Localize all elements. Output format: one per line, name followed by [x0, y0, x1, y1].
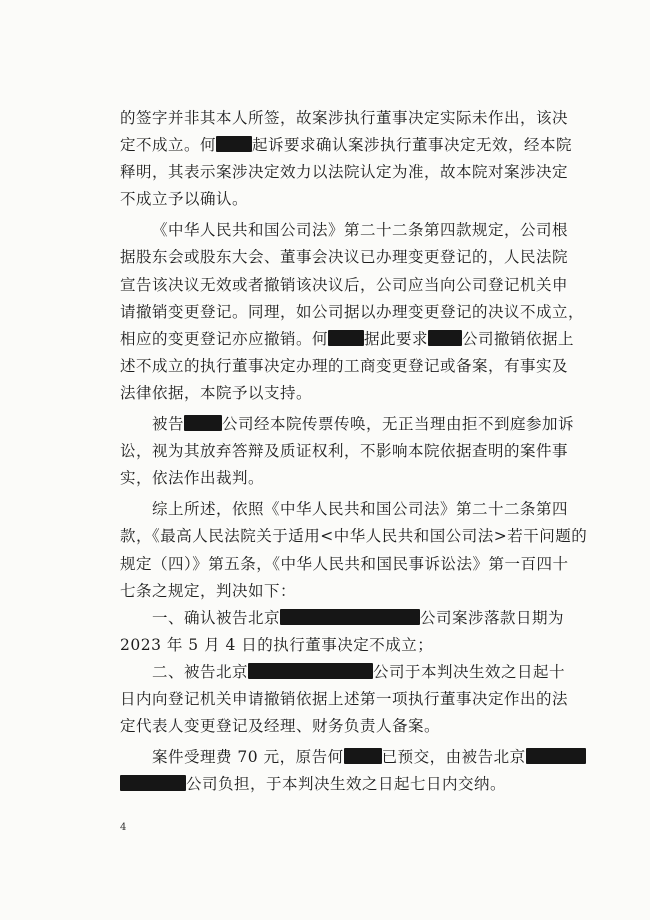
redaction-block [344, 748, 382, 764]
text-line: 公司负担，于本判决生效之日起七日内交纳。 [120, 771, 598, 798]
redaction-block [248, 663, 373, 679]
judgment-body [120, 105, 598, 798]
text-line: 述不成立的执行董事决定办理的工商变更登记或备案，有事实及 [120, 356, 569, 375]
paragraph-start: 综上所述，依照《中华人民共和国公司法》第二十二条第四 [152, 500, 569, 519]
text-line: 释明，其表示案涉决定效力以法院认定为准，故本院对案涉决定 [120, 163, 569, 182]
paragraph-start: 被告 公司经本院传票传唤，无正当理由拒不到庭参加诉 [152, 415, 575, 434]
text-line: 定不成立。何 起诉要求确认案涉执行董事决定无效，经本院 [120, 136, 573, 155]
judgment-item-1: 一、确认被告北京 公司案涉落款日期为 [152, 608, 565, 627]
text-line: 规定（四）》第五条，《中华人民共和国民事诉讼法》第一百四十 [120, 554, 569, 573]
redaction-block [280, 609, 420, 625]
text-line: 七条之规定，判决如下： [120, 581, 297, 600]
redaction-block [216, 136, 252, 152]
redaction-block [428, 330, 462, 346]
text-line: 宣告该决议无效或者撤销该决议后，公司应当向公司登记机关申 [120, 275, 569, 294]
paragraph-start: 《中华人民共和国公司法》第二十二条第四款规定，公司根 [152, 221, 569, 240]
redaction-block [184, 415, 222, 431]
text-line: 定代表人变更登记及经理、财务负责人备案。 [120, 717, 441, 736]
text-line: 实，依法作出裁判。 [120, 469, 265, 488]
text-line: 讼，视为其放弃答辩及质证权利，不影响本院依据查明的案件事 [120, 442, 569, 461]
text-line: 据股东会或股东大会、董事会决议已办理变更登记的，人民法院 [120, 248, 569, 267]
text-line: 日内向登记机关申请撤销依据上述第一项执行董事决定作出的法 [120, 689, 569, 708]
judgment-item-2: 二、被告北京 公司于本判决生效之日起十 [152, 662, 566, 681]
redaction-block [526, 748, 586, 764]
text-line: 法律依据，本院予以支持。 [120, 383, 313, 402]
page-number: 4 [120, 822, 127, 833]
text-line: 2023 年 5 月 4 日的执行董事决定不成立； [120, 635, 434, 654]
text-line: 相应的变更登记亦应撤销。何 据此要求 公司撤销依据上 [120, 329, 575, 348]
redaction-block [120, 775, 186, 791]
text-line: 不成立予以确认。 [120, 190, 249, 209]
text-line: 的签字并非其本人所签，故案涉执行董事决定实际未作出，该决 [120, 109, 569, 127]
court-fee-paragraph: 案件受理费 70 元，原告何 已预交，由被告北京 [120, 744, 598, 771]
text-line: 款，《最高人民法院关于适用<中华人民共和国公司法>若干问题的 [120, 527, 588, 546]
redaction-block [328, 330, 364, 346]
text-line: 请撤销变更登记。同理，如公司据以办理变更登记的决议不成立， [120, 302, 585, 321]
